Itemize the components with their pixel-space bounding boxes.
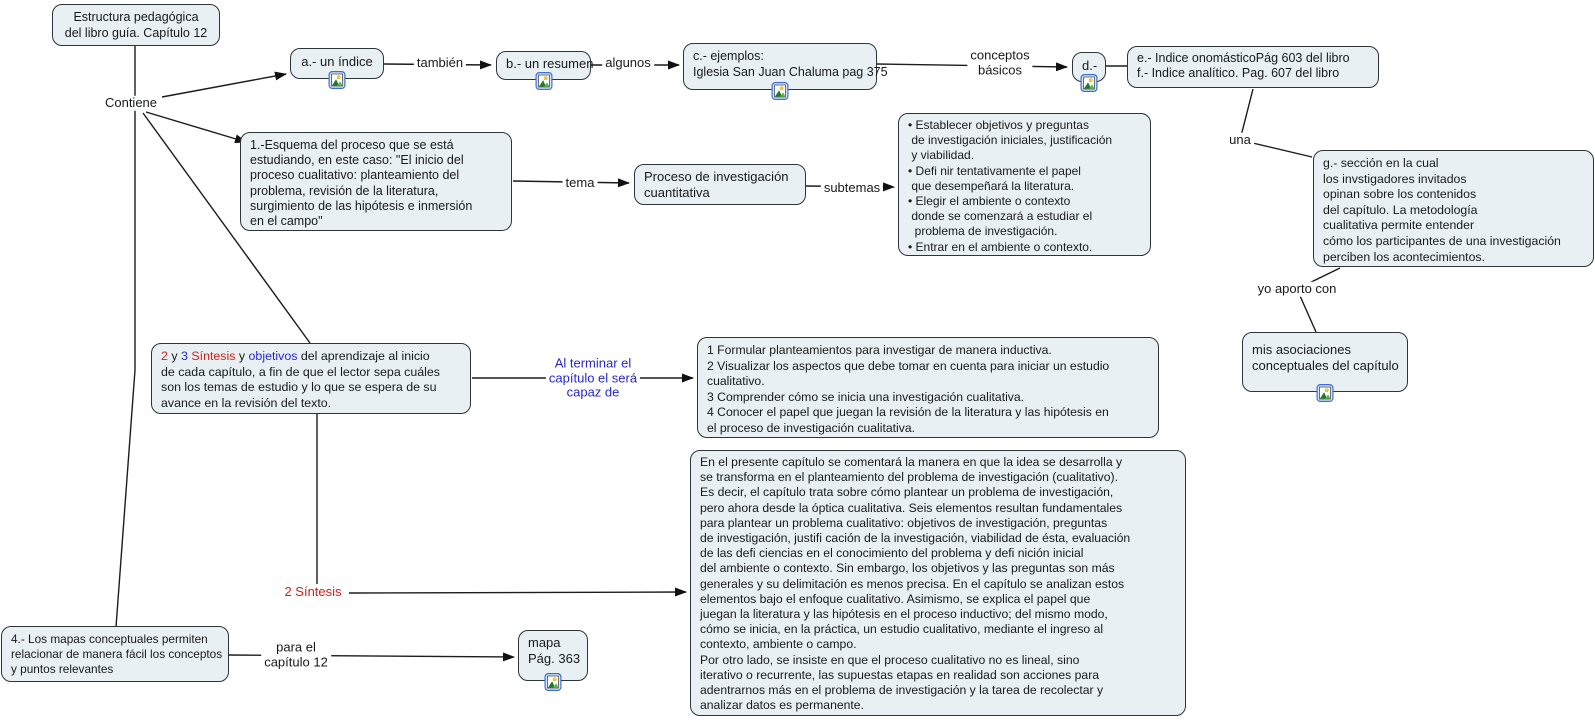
text-line: de las defi ciencias en el conocimiento del problema y defi nición inicial <box>700 546 1084 561</box>
text-segment: Síntesis <box>191 349 236 363</box>
text-line: básicos <box>977 62 1023 77</box>
edge-2sintesis-to-big <box>349 592 686 593</box>
text-line: conceptuales del capítulo <box>1252 357 1399 373</box>
text-line: del capítulo. La metodología <box>1323 202 1478 217</box>
link-label-algunos[interactable]: algunos <box>602 56 654 71</box>
image-resource-icon[interactable] <box>545 673 562 691</box>
text-line: Pág. 363 <box>528 650 581 666</box>
concept-node-objetivos-aprendizaje[interactable] <box>697 337 1159 438</box>
text-line: mapa <box>528 635 561 650</box>
link-label-para-el-capitulo-12[interactable] <box>261 641 331 670</box>
node-label: d.- <box>1082 58 1098 73</box>
link-label-conceptos-basicos[interactable] <box>967 49 1032 78</box>
text-line: son los temas de estudio y lo que se espera de su <box>161 380 437 394</box>
link-label-una[interactable]: una <box>1226 133 1254 148</box>
link-label-subtemas[interactable]: subtemas <box>821 181 883 196</box>
text-line: Es decir, el capítulo trata sobre cómo plantear un problema de investigación, <box>700 485 1114 500</box>
link-label-al-terminar[interactable] <box>546 356 640 400</box>
text-line: capítulo 12 <box>264 654 328 669</box>
text-segment: del aprendizaje al inicio <box>297 349 430 363</box>
text-line: iterativo o recurrente, las supuestas etapas en realidad son acciones para <box>700 667 1100 682</box>
concept-node-mapa-pag363[interactable] <box>518 630 588 681</box>
text-line: se transforma en el planteamiento del problema de investigación (cualitativo). <box>700 470 1118 485</box>
text-line: g.- sección en la cual <box>1323 156 1439 170</box>
text-line: relacionar de manera fácil los conceptos <box>11 647 223 661</box>
text-line: Iglesia San Juan Chaluma pag 375 <box>693 64 888 79</box>
concept-node-indices-ef[interactable] <box>1127 46 1379 88</box>
text-line: y puntos relevantes <box>11 662 114 676</box>
text-line: cómo se inicia, en la práctica, un estudio cualitativo, mediante el ingreso al <box>700 622 1104 637</box>
link-label-tambien[interactable]: también <box>414 56 466 71</box>
text-line: En el presente capítulo se comentará la manera en que la idea se desarrolla y <box>700 455 1123 469</box>
text-line: 2 Visualizar los aspectos que debe tomar en cuenta para iniciar un estudio <box>707 358 1110 373</box>
concept-node-indice[interactable] <box>290 48 384 79</box>
text-line: cuantitativa <box>644 184 710 200</box>
link-label-2-sintesis[interactable]: 2 Síntesis <box>281 585 344 600</box>
text-line: para plantear un problema cualitativo: objetivos de investigación, preguntas <box>700 515 1108 530</box>
text-line: e.- Indice onomásticoPág 603 del libro <box>1137 51 1350 65</box>
text-line: de investigación iniciales, justificación <box>908 133 1113 148</box>
edge-title-to-mapas <box>116 46 135 627</box>
text-line: cómo los participantes de una investigación <box>1323 233 1561 248</box>
text-line: • Elegir el ambiente o contexto <box>908 194 1071 209</box>
text-line: avance en la revisión del texto. <box>161 395 332 410</box>
text-line: de cada capítulo, a fin de que el lector sepa cuáles <box>161 364 440 379</box>
text-line: donde se comenzará a estudiar el <box>908 209 1093 224</box>
edge-contiene-to-a <box>162 74 286 97</box>
text-line: y viabilidad. <box>908 148 975 163</box>
text-line: los invstigadores invitados <box>1323 171 1467 186</box>
concept-node-title[interactable] <box>52 4 220 46</box>
text-line: para el <box>276 639 316 655</box>
text-line: c.- ejemplos: <box>693 49 764 63</box>
image-resource-icon[interactable] <box>772 82 789 100</box>
text-line: Por otro lado, se insiste en que el proceso cualitativo no es lineal, sino <box>700 652 1080 667</box>
text-segment: y <box>167 349 181 363</box>
text-line: 1.-Esquema del proceso que se está <box>250 138 454 152</box>
node-label: b.- un resumen <box>506 56 594 71</box>
text-line: el proceso de investigación cualitativa. <box>707 420 915 435</box>
concept-node-mapas-conceptuales[interactable] <box>1 626 229 682</box>
text-line: analizar datos es permanente. <box>700 698 864 713</box>
text-line: del libro guía. Capítulo 12 <box>64 25 208 40</box>
concept-node-ejemplos[interactable] <box>683 43 888 90</box>
concept-node-esquema[interactable] <box>240 132 512 231</box>
edge-g-to-mis <box>1297 268 1340 332</box>
text-line: capítulo el será <box>548 369 638 385</box>
text-line: estudiando, en este caso: "El inicio del <box>250 153 464 168</box>
text-line: conceptos <box>970 47 1030 63</box>
text-line: 1 Formular planteamientos para investigar de manera inductiva. <box>707 343 1052 357</box>
text-line: juegan la literatura y las hipótesis en el proceso inductivo; del mismo modo, <box>700 607 1108 622</box>
text-line: 3 Comprender cómo se inicia una investigación cualitativa. <box>707 389 1025 404</box>
link-label-contiene[interactable]: Contiene <box>102 96 160 111</box>
text-line: opinan sobre los contenidos <box>1323 187 1477 202</box>
text-line: • Entrar en el ambiente o contexto. <box>908 239 1093 254</box>
text-line: contexto, ambiente o campo. <box>700 637 857 652</box>
text-line: capaz de <box>566 384 620 400</box>
text-segment: 2 <box>161 349 168 363</box>
concept-node-subtemas-lista[interactable] <box>898 113 1151 256</box>
text-line: del ambiente o contexto. Sin embargo, los objetivos y las preguntas son más <box>700 561 1115 576</box>
text-line: Al terminar el <box>554 355 632 371</box>
link-label-yo-aporto-con[interactable]: yo aporto con <box>1255 282 1340 297</box>
text-segment: objetivos <box>248 349 298 363</box>
text-block <box>161 365 461 412</box>
concept-node-seccion-g[interactable] <box>1313 150 1594 267</box>
concept-node-resumen[interactable] <box>496 51 594 80</box>
text-line: que desempeñará la literatura. <box>908 178 1075 193</box>
text-line: f.- Indice analítico. Pag. 607 del libro <box>1137 66 1340 80</box>
text-segment: 3 <box>181 349 188 363</box>
text-line: en el campo" <box>250 214 323 229</box>
text-segment: y <box>235 349 249 363</box>
image-resource-icon[interactable] <box>535 72 552 90</box>
text-line: generales y su delimitación es menos precisa. En el capítulo se analizan estos <box>700 576 1125 591</box>
text-line: Estructura pedagógica <box>73 10 199 24</box>
concept-node-mis-asociaciones[interactable] <box>1242 332 1408 392</box>
text-line <box>161 349 461 365</box>
text-line: • Defi nir tentativamente el papel <box>908 163 1081 178</box>
image-resource-icon[interactable] <box>1081 74 1098 92</box>
concept-node-sintesis-texto[interactable] <box>690 450 1186 716</box>
text-line: 4.- Los mapas conceptuales permiten <box>11 632 208 646</box>
text-line: problema de investigación. <box>908 224 1058 239</box>
concept-node-sintesis-objetivos[interactable] <box>151 343 471 414</box>
link-label-tema[interactable]: tema <box>563 176 598 191</box>
text-line: cualitativa permite entender <box>1323 218 1475 233</box>
text-line: pero ahora desde la óptica cualitativa. Seis elementos resultan fundamentales <box>700 500 1123 515</box>
text-line: proceso cualitativo: planteamiento del <box>250 168 460 183</box>
text-line: adentrarnos más en el problema de investigación y la tarea de recolectar y <box>700 683 1104 698</box>
text-line: perciben los acontecimientos. <box>1323 249 1485 264</box>
text-line: surgimiento de las hipótesis e inmersión <box>250 198 473 213</box>
concept-node-d[interactable] <box>1072 52 1106 82</box>
text-line: • Establecer objetivos y preguntas <box>908 118 1089 132</box>
node-label: a.- un índice <box>301 54 373 69</box>
text-line: 4 Conocer el papel que juegan la revisión de la literatura y las hipótesis en <box>707 405 1109 420</box>
text-line: cualitativo. <box>707 374 765 389</box>
image-resource-icon[interactable] <box>329 71 346 89</box>
concept-node-proceso-investigacion[interactable] <box>634 164 806 205</box>
text-line: mis asociaciones <box>1252 342 1351 357</box>
text-line: problema, revisión de la literatura, <box>250 183 439 198</box>
text-line: Proceso de investigación <box>644 169 789 184</box>
text-line: de investigación, justifi cación de la investigación, viabilidad de ésta, evaluación <box>700 531 1131 546</box>
text-line: elementos bajo el enfoque cualitativo. Asimismo, se explica el papel que <box>700 591 1091 606</box>
image-resource-icon[interactable] <box>1317 384 1334 402</box>
